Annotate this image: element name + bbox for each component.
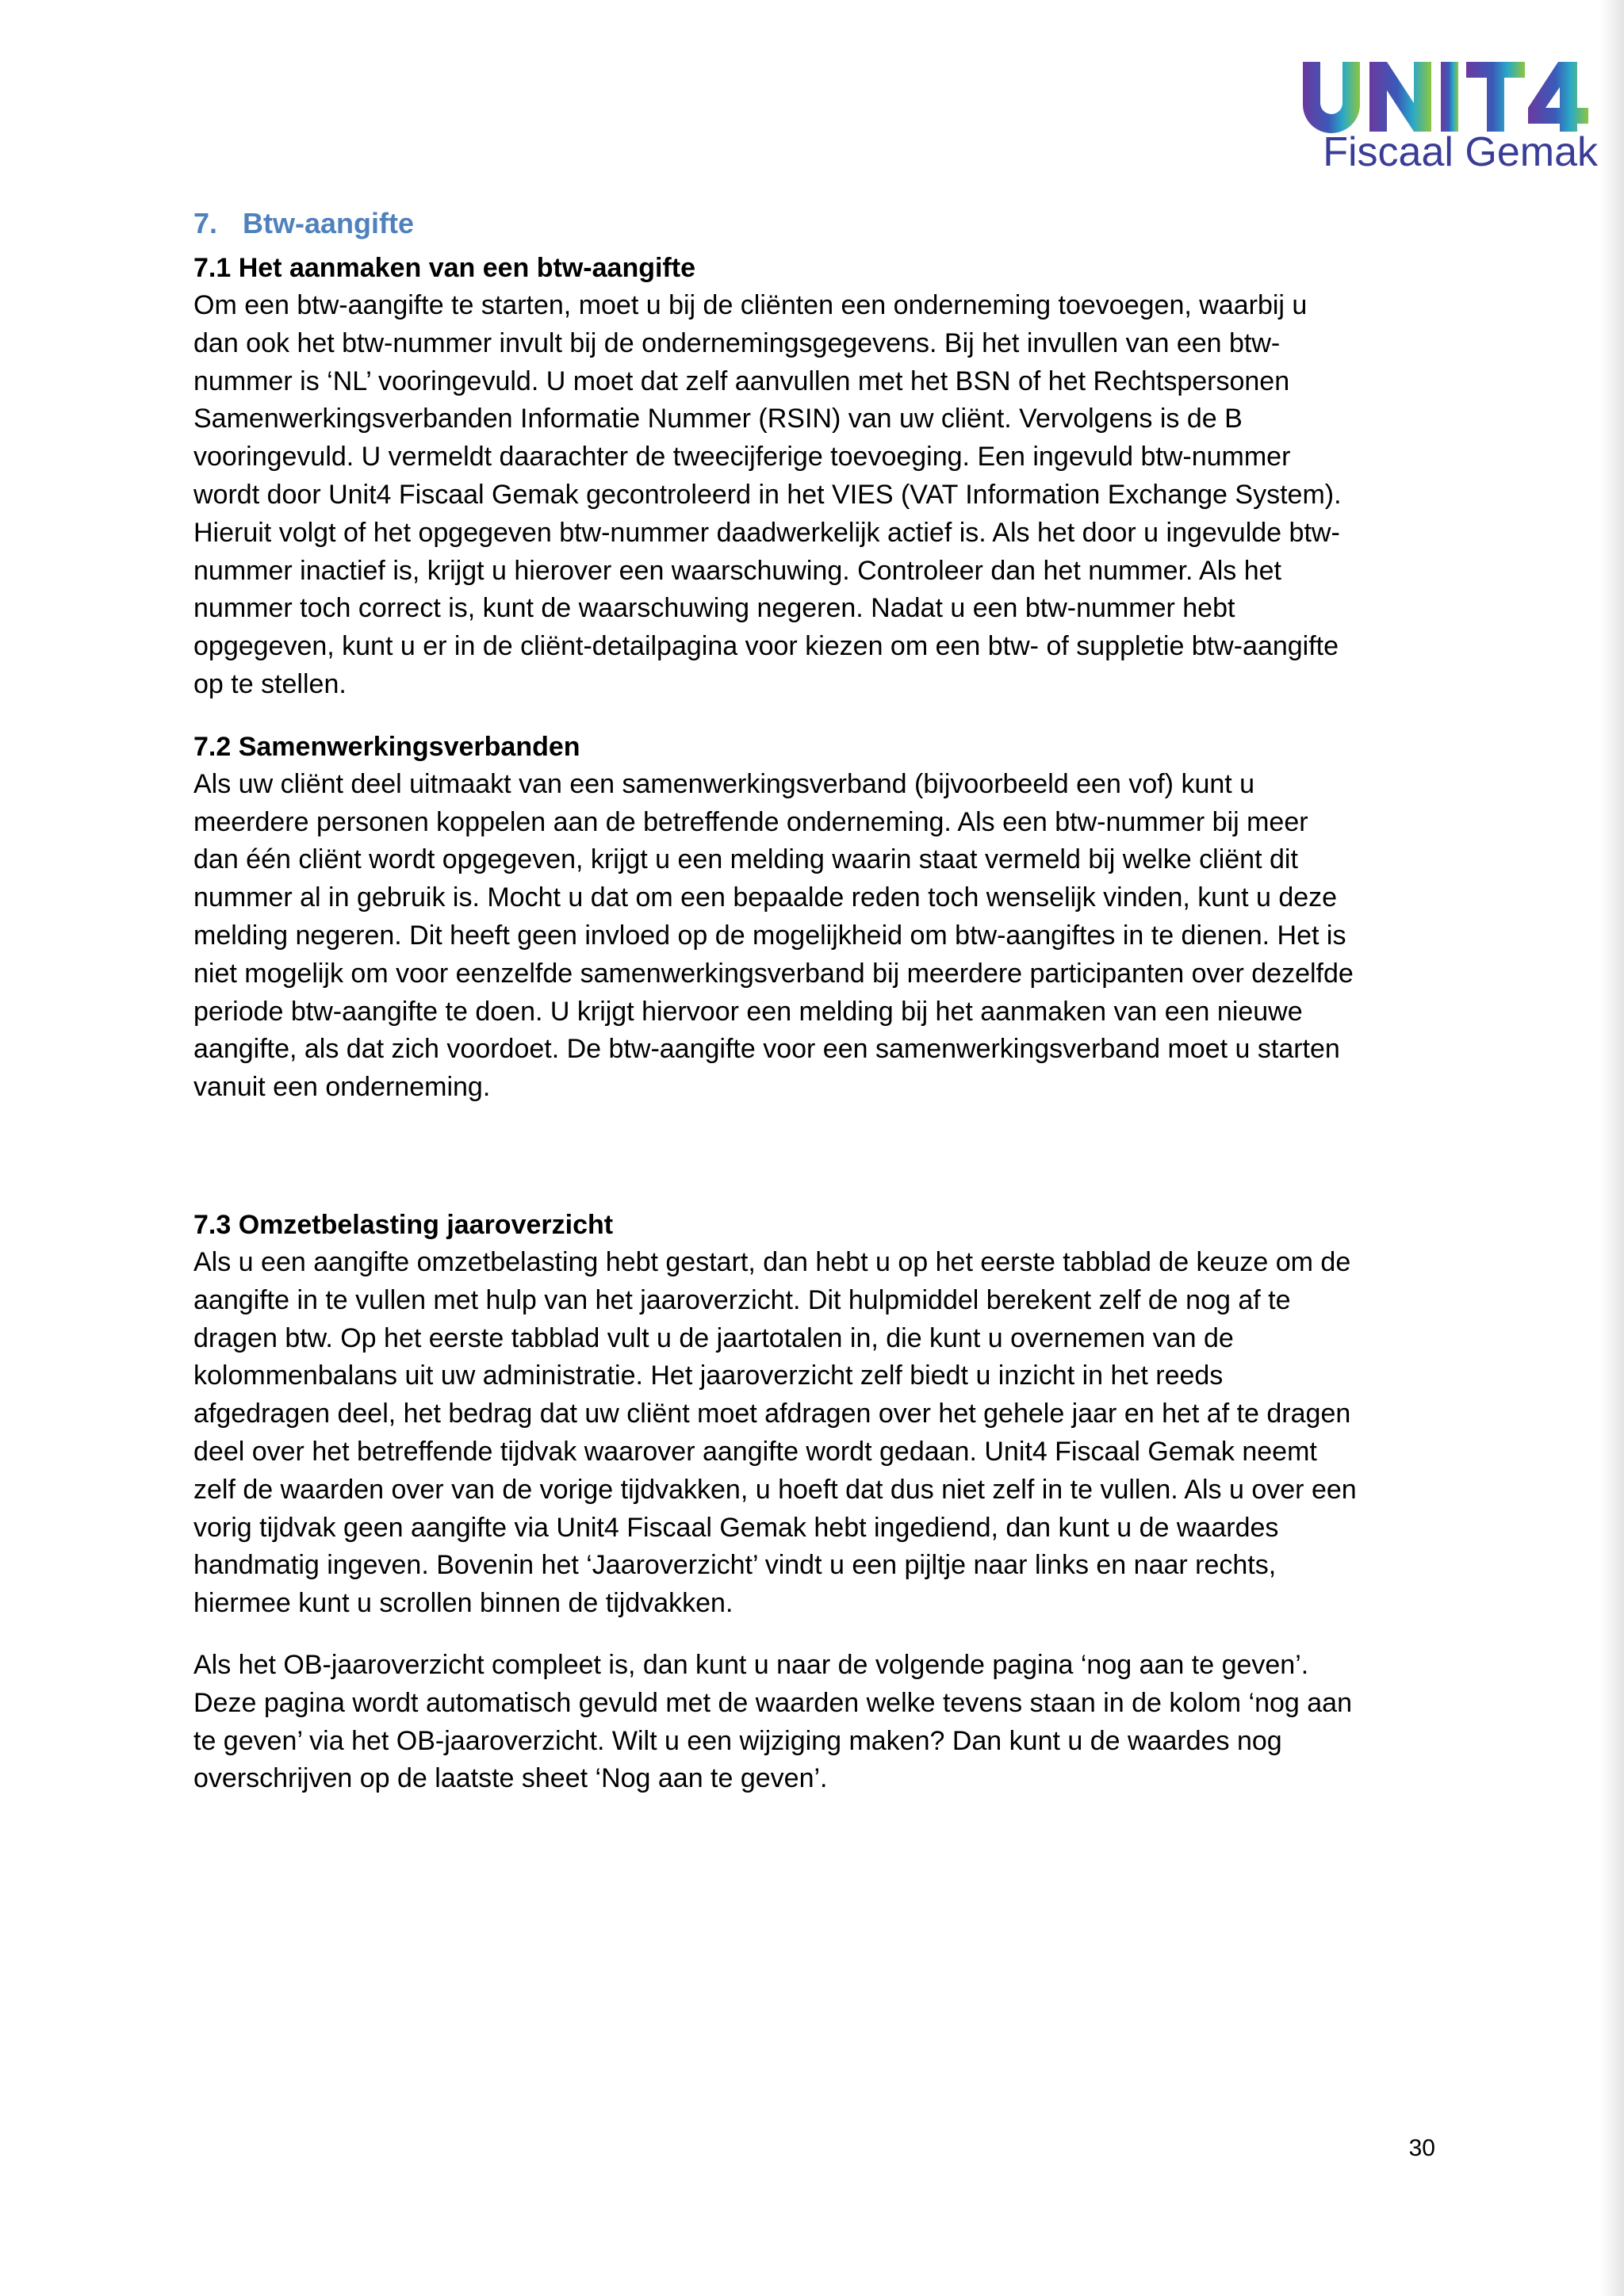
paragraph-line: meerdere personen koppelen aan de betreffende onderneming. Als een btw-nummer bij meer (193, 806, 1308, 837)
document-body (193, 205, 1462, 1798)
spacer (193, 704, 1462, 728)
paragraph-line: niet mogelijk om voor eenzelfde samenwerkingsverband bij meerdere participanten over dezelfde (193, 958, 1354, 989)
section-heading-7-3: 7.3 Omzetbelasting jaaroverzicht (193, 1209, 614, 1240)
page-number: 30 (1408, 2135, 1435, 2161)
paragraph-line: nummer is ‘NL’ vooringevuld. U moet dat zelf aanvullen met het BSN of het Rechtspersonen (193, 365, 1290, 396)
section-body-7-1 (193, 287, 1462, 704)
paragraph-line: vorig tijdvak geen aangifte via Unit4 Fiscaal Gemak hebt ingediend, dan kunt u de waardes (193, 1512, 1279, 1543)
paragraph-line: dan één cliënt wordt opgegeven, krijgt u een melding waarin staat vermeld bij welke cliënt dit (193, 844, 1298, 875)
paragraph-line: vanuit een onderneming. (193, 1072, 491, 1103)
paragraph-line: aangifte, als dat zich voordoet. De btw-aangifte voor een samenwerkingsverband moet u starten (193, 1034, 1340, 1065)
section-body-7-2 (193, 766, 1462, 1107)
section-body-7-3-paragraph-2 (193, 1647, 1462, 1798)
paragraph-line: opgegeven, kunt u er in de cliënt-detailpagina voor kiezen om een btw- of suppletie btw-aangifte (193, 631, 1339, 662)
paragraph-line: overschrijven op de laatste sheet ‘Nog aan te geven’. (193, 1763, 828, 1794)
paragraph-line: dan ook het btw-nummer invult bij de ondernemingsgegevens. Bij het invullen van een btw- (193, 327, 1281, 358)
paragraph-line: melding negeren. Dit heeft geen invloed op de mogelijkheid om btw-aangiftes in te dienen. Het is (193, 920, 1346, 951)
paragraph-line: Hieruit volgt of het opgegeven btw-nummer daadwerkelijk actief is. Als het door u ingevulde btw- (193, 517, 1340, 548)
page-edge-shadow (1600, 0, 1624, 2296)
spacer (193, 1107, 1462, 1206)
logo-subtitle: Fiscaal Gemak (1323, 129, 1598, 175)
paragraph-line: Als het OB-jaaroverzicht compleet is, dan kunt u naar de volgende pagina ‘nog aan te geven’. (193, 1649, 1309, 1680)
paragraph-line: afgedragen deel, het bedrag dat uw cliënt moet afdragen over het gehele jaar en het af te dragen (193, 1399, 1351, 1429)
paragraph-line: te geven’ via het OB-jaaroverzicht. Wilt u een wijziging maken? Dan kunt u de waardes nog (193, 1725, 1282, 1756)
chapter-heading (193, 205, 1462, 243)
section-body-7-3 (193, 1244, 1462, 1623)
paragraph-line: nummer inactief is, krijgt u hierover een waarschuwing. Controleer dan het nummer. Als het (193, 555, 1281, 586)
section-heading-7-2: 7.2 Samenwerkingsverbanden (193, 731, 580, 762)
paragraph-line: nummer toch correct is, kunt de waarschuwing negeren. Nadat u een btw-nummer hebt (193, 593, 1235, 624)
paragraph-line: nummer al in gebruik is. Mocht u dat om een bepaalde reden toch wenselijk vinden, kunt u deze (193, 882, 1338, 913)
paragraph-line: dragen btw. Op het eerste tabblad vult u de jaartotalen in, die kunt u overnemen van de (193, 1322, 1234, 1353)
paragraph-line: Deze pagina wordt automatisch gevuld met de waarden welke tevens staan in de kolom ‘nog aan (193, 1687, 1352, 1718)
unit4-logo (1289, 55, 1598, 182)
chapter-title: Btw-aangifte (243, 207, 414, 239)
paragraph-line: Om een btw-aangifte te starten, moet u bij de cliënten een onderneming toevoegen, waarbij u (193, 290, 1308, 320)
paragraph-line: op te stellen. (193, 668, 347, 699)
paragraph-line: Samenwerkingsverbanden Informatie Nummer (RSIN) van uw cliënt. Vervolgens is de B (193, 404, 1243, 434)
paragraph-line: deel over het betreffende tijdvak waarover aangifte wordt gedaan. Unit4 Fiscaal Gemak neemt (193, 1436, 1317, 1467)
paragraph-line: handmatig ingeven. Bovenin het ‘Jaaroverzicht’ vindt u een pijltje naar links en naar rechts, (193, 1550, 1277, 1581)
unit4-wordmark-icon (1297, 55, 1598, 135)
paragraph-line: kolommenbalans uit uw administratie. Het jaaroverzicht zelf biedt u inzicht in het reeds (193, 1360, 1224, 1391)
paragraph-line: hiermee kunt u scrollen binnen de tijdvakken. (193, 1588, 733, 1619)
spacer (193, 1623, 1462, 1647)
paragraph-line: Als uw cliënt deel uitmaakt van een samenwerkingsverband (bijvoorbeeld een vof) kunt u (193, 768, 1255, 799)
chapter-number: 7. (193, 207, 218, 239)
paragraph-line: periode btw-aangifte te doen. U krijgt hiervoor een melding bij het aanmaken van een nieuwe (193, 996, 1303, 1027)
paragraph-line: vooringevuld. U vermeldt daarachter de tweecijferige toevoeging. Een ingevuld btw-nummer (193, 442, 1291, 473)
paragraph-line: zelf de waarden over van de vorige tijdvakken, u hoeft dat dus niet zelf in te vullen. Als u over een (193, 1474, 1357, 1505)
paragraph-line: wordt door Unit4 Fiscaal Gemak gecontroleerd in het VIES (VAT Information Exchange System). (193, 479, 1342, 510)
section-heading-7-1: 7.1 Het aanmaken van een btw-aangifte (193, 253, 695, 283)
paragraph-line: aangifte in te vullen met hulp van het jaaroverzicht. Dit hulpmiddel berekent zelf de nog af te (193, 1284, 1291, 1315)
paragraph-line: Als u een aangifte omzetbelasting hebt gestart, dan hebt u op het eerste tabblad de keuze om de (193, 1246, 1351, 1277)
